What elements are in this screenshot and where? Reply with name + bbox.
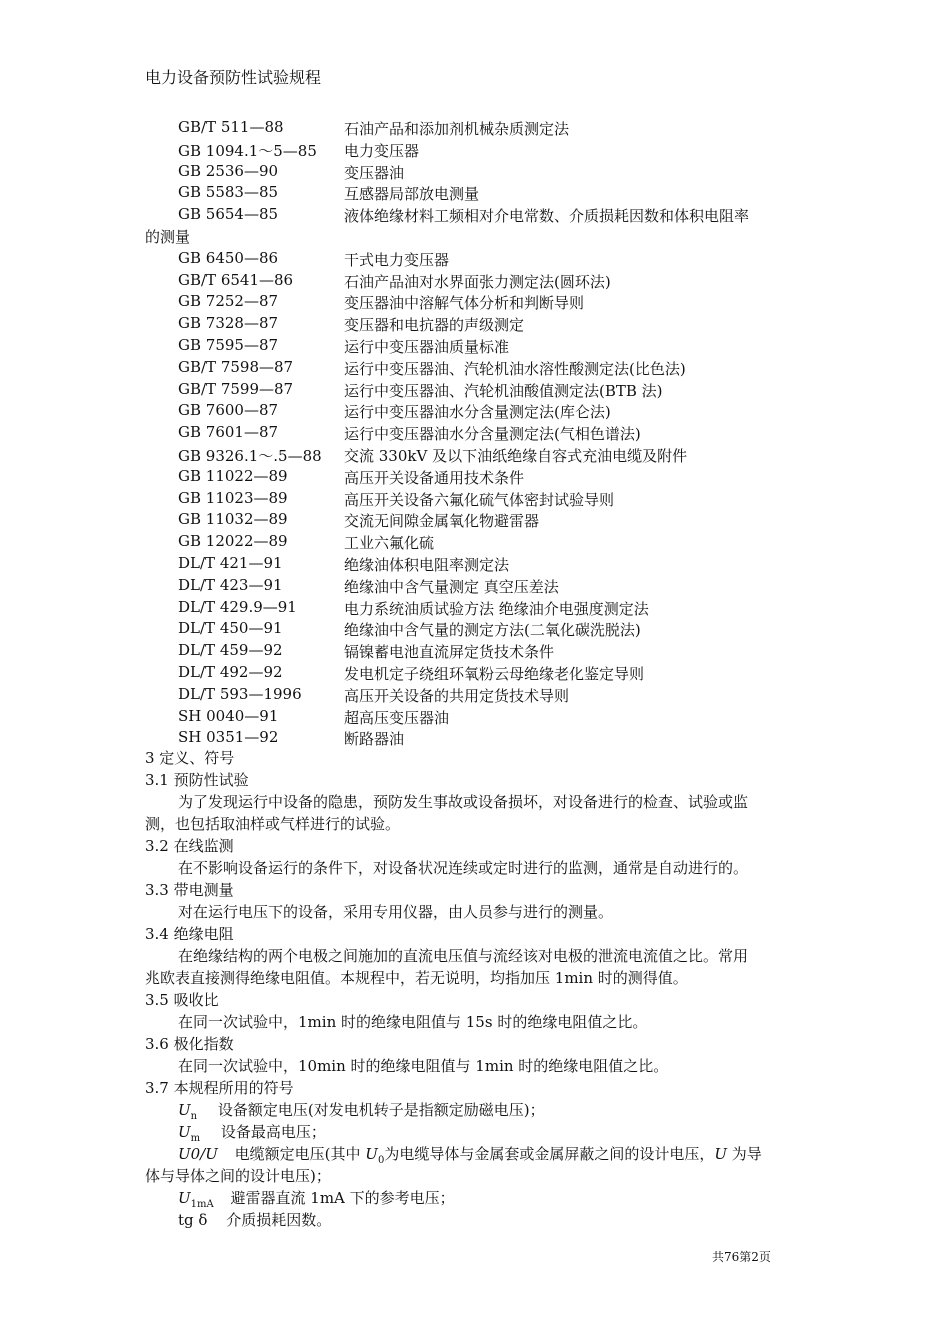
standard-code: DL/T 593—1996	[178, 684, 302, 703]
standard-code: GB 7595—87	[178, 336, 279, 354]
standard-title: 运行中变压器油、汽轮机油水溶性酸测定法(比色法)	[344, 359, 686, 378]
symbol-u0-desc-a: 电缆额定电压(其中	[234, 1145, 366, 1163]
standard-code: SH 0040—91	[178, 706, 279, 725]
section-3-1-text-line1: 为了发现运行中设备的隐患，预防发生事故或设备损坏，对设备进行的检查、试验或监	[178, 793, 749, 811]
section-3-7-heading: 3.7 本规程所用的符号	[145, 1079, 294, 1097]
standard-title: 石油产品和添加剂机械杂质测定法	[344, 120, 570, 138]
standard-code: GB 7328—87	[178, 314, 279, 333]
standard-title: 变压器油中溶解气体分析和判断导则	[344, 294, 585, 313]
symbol-u1ma-desc: 避雷器直流 1mA 下的参考电压；	[230, 1189, 455, 1207]
symbol-tg-row	[178, 1210, 331, 1230]
symbol-u0: U0/U	[178, 1145, 218, 1163]
standard-title: 绝缘油中含气量测定 真空压差法	[344, 577, 559, 596]
standard-code: GB 11032—89	[178, 510, 288, 529]
standard-title: 发电机定子绕组环氧粉云母绝缘老化鉴定导则	[344, 665, 645, 683]
standard-code: GB/T 511—88	[178, 118, 284, 136]
standard-code: GB 11022—89	[178, 466, 288, 485]
section-3-1-heading: 3.1 预防性试验	[145, 771, 249, 789]
standard-code: GB 2536—90	[178, 161, 279, 180]
section-3-4-heading: 3.4 绝缘电阻	[145, 925, 234, 943]
standard-code: GB/T 7598—87	[178, 357, 294, 376]
symbol-um-desc: 设备最高电压；	[220, 1123, 326, 1141]
standard-title: 互感器局部放电测量	[344, 185, 480, 204]
standard-title: 石油产品油对水界面张力测定法(圆环法)	[344, 272, 611, 291]
standard-code: GB 5583—85	[178, 183, 279, 202]
standard-code: DL/T 450—91	[178, 619, 283, 638]
standard-code: DL/T 421—91	[178, 554, 283, 572]
standard-title: 液体绝缘材料工频相对介电常数、介质损耗因数和体积电阻率	[344, 207, 750, 226]
standard-title: 交流无间隙金属氧化物避雷器	[344, 512, 540, 531]
standard-title: 运行中变压器油水分含量测定法(气相色谱法)	[344, 425, 641, 444]
standard-title: 电力系统油质试验方法 绝缘油介电强度测定法	[344, 599, 649, 618]
symbol-tg-desc: 介质损耗因数。	[226, 1211, 332, 1229]
section-3-5-heading: 3.5 吸收比	[145, 991, 219, 1009]
section-3-4-text-line1: 在绝缘结构的两个电极之间施加的直流电压值与流经该对电极的泄流电流值之比。常用	[178, 947, 749, 965]
standard-title: 镉镍蓄电池直流屏定货技术条件	[344, 643, 555, 662]
standard-code: GB 5654—85	[178, 205, 279, 224]
standard-code: GB 6450—86	[178, 248, 279, 267]
standard-title: 超高压变压器油	[344, 708, 450, 727]
standard-title: 高压开关设备的共用定货技术导则	[344, 686, 570, 705]
standard-code: DL/T 459—92	[178, 641, 283, 660]
symbol-un: $U_n$	[178, 1101, 198, 1122]
symbol-um: $U_m$	[178, 1123, 201, 1144]
section-3-6-heading: 3.6 极化指数	[145, 1035, 234, 1053]
standard-title: 运行中变压器油水分含量测定法(库仑法)	[344, 403, 611, 422]
standard-title: 运行中变压器油、汽轮机油酸值测定法(BTB 法)	[344, 381, 663, 400]
section-3-2-heading: 3.2 在线监测	[145, 837, 234, 855]
section-3-3-text: 对在运行电压下的设备，采用专用仪器，由人员参与进行的测量。	[178, 903, 614, 921]
standard-title: 绝缘油中含气量的测定方法(二氧化碳洗脱法)	[344, 621, 641, 640]
section-3-6-text: 在同一次试验中，10min 时的绝缘电阻值与 1min 时的绝缘电阻值之比。	[178, 1057, 669, 1075]
page-footer: 共76第2页	[712, 1250, 771, 1264]
standard-code: GB 7600—87	[178, 401, 279, 420]
symbol-u0-desc-line2: 体与导体之间的设计电压)；	[145, 1167, 331, 1185]
standard-title: 变压器和电抗器的声级测定	[344, 316, 525, 335]
symbol-u0-desc-c: 为导	[727, 1145, 762, 1163]
standard-title: 高压开关设备通用技术条件	[344, 468, 525, 487]
standard-title: 工业六氟化硫	[344, 534, 435, 553]
standard-title: 干式电力变压器	[344, 250, 450, 269]
symbol-u0-inline: $U_0$	[365, 1145, 385, 1166]
standard-code: SH 0351—92	[178, 728, 279, 747]
standard-title: 断路器油	[344, 730, 405, 749]
standard-code: GB 12022—89	[178, 532, 288, 551]
section-3-2-text: 在不影响设备运行的条件下，对设备状况连续或定时进行的监测，通常是自动进行的。	[178, 859, 749, 877]
section-3-4-text-line2: 兆欧表直接测得绝缘电阻值。本规程中，若无说明，均指加压 1min 时的测得值。	[145, 969, 688, 987]
section-3-3-heading: 3.3 带电测量	[145, 881, 234, 899]
symbol-u-inline: U	[714, 1145, 727, 1163]
standard-title: 变压器油	[344, 163, 405, 182]
symbol-u1ma: $U_{1mA}$	[178, 1189, 214, 1210]
symbol-u0-desc-b: 为电缆导体与金属套或金属屏蔽之间的设计电压，	[384, 1145, 715, 1163]
section-3-1-text-line2: 测，也包括取油样或气样进行的试验。	[145, 815, 401, 833]
standard-code: DL/T 492—92	[178, 663, 283, 681]
section-3-heading: 3 定义、符号	[145, 749, 235, 767]
standard-title: 运行中变压器油质量标准	[344, 338, 510, 356]
standard-title: 电力变压器	[344, 141, 420, 160]
standard-code: GB 7252—87	[178, 292, 279, 311]
standard-code: GB 1094.1～5—85	[178, 141, 317, 160]
standard-code: DL/T 423—91	[178, 575, 283, 594]
standard-title: 交流 330kV 及以下油纸绝缘自容式充油电缆及附件	[344, 447, 688, 465]
symbol-tg: tg δ	[178, 1211, 208, 1229]
standard-code: GB 11023—89	[178, 488, 288, 507]
standard-title: 绝缘油体积电阻率测定法	[344, 556, 510, 574]
standard-code: DL/T 429.9—91	[178, 597, 297, 616]
standard-title-continued: 的测量	[145, 228, 191, 246]
section-3-5-text: 在同一次试验中，1min 时的绝缘电阻值与 15s 时的绝缘电阻值之比。	[178, 1013, 648, 1031]
standard-code: GB/T 6541—86	[178, 270, 294, 289]
standard-code: GB 7601—87	[178, 423, 279, 442]
standard-title: 高压开关设备六氟化硫气体密封试验导则	[344, 490, 615, 509]
page-header-title: 电力设备预防性试验规程	[145, 68, 322, 87]
standard-code: GB 9326.1～.5—88	[178, 447, 322, 465]
symbol-un-desc: 设备额定电压(对发电机转子是指额定励磁电压)；	[217, 1101, 545, 1119]
standard-code: GB/T 7599—87	[178, 379, 294, 398]
